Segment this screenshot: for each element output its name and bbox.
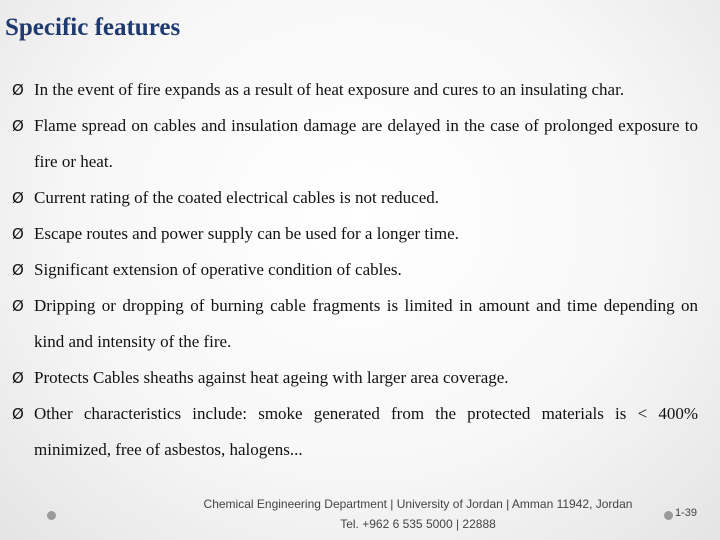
- footer-dot-right: [664, 511, 673, 520]
- arrow-bullet-icon: Ø: [12, 117, 24, 135]
- arrow-bullet-icon: Ø: [12, 297, 24, 315]
- slide-title: Specific features: [5, 14, 181, 41]
- bullet-item: [12, 252, 698, 288]
- page-number: 1-39: [675, 507, 698, 519]
- bullet-item: [12, 216, 698, 252]
- bullet-item: [12, 360, 698, 396]
- arrow-bullet-icon: Ø: [12, 225, 24, 243]
- slide-footer: [180, 494, 656, 534]
- bullet-item: [12, 180, 698, 216]
- bullet-text: Significant extension of operative condition of cables.: [34, 260, 402, 279]
- arrow-bullet-icon: Ø: [12, 261, 24, 279]
- arrow-bullet-icon: Ø: [12, 81, 24, 99]
- arrow-bullet-icon: Ø: [12, 405, 24, 423]
- footer-dot-left: [47, 511, 56, 520]
- bullet-text: In the event of fire expands as a result of heat exposure and cures to an insulating char.: [34, 80, 625, 99]
- bullet-text: Escape routes and power supply can be used for a longer time.: [34, 224, 459, 243]
- bullet-text: Flame spread on cables and insulation damage are delayed in the case of prolonged exposure to fire or heat.: [34, 116, 698, 171]
- bullet-list: [12, 72, 698, 468]
- bullet-text: Protects Cables sheaths against heat ageing with larger area coverage.: [34, 368, 509, 387]
- arrow-bullet-icon: Ø: [12, 369, 24, 387]
- bullet-text: Other characteristics include: smoke generated from the protected materials is < 400% minimized, free of asbestos, halogens...: [34, 404, 698, 459]
- bullet-item: [12, 396, 698, 468]
- bullet-text: Current rating of the coated electrical cables is not reduced.: [34, 188, 439, 207]
- bullet-item: [12, 288, 698, 360]
- bullet-item: [12, 72, 698, 108]
- arrow-bullet-icon: Ø: [12, 189, 24, 207]
- bullet-text: Dripping or dropping of burning cable fragments is limited in amount and time depending on kind and intensity of the fire.: [34, 296, 698, 351]
- footer-line-address: Chemical Engineering Department | University of Jordan | Amman 11942, Jordan: [203, 497, 633, 511]
- footer-line-phone: Tel. +962 6 535 5000 | 22888: [340, 517, 496, 531]
- bullet-item: [12, 108, 698, 180]
